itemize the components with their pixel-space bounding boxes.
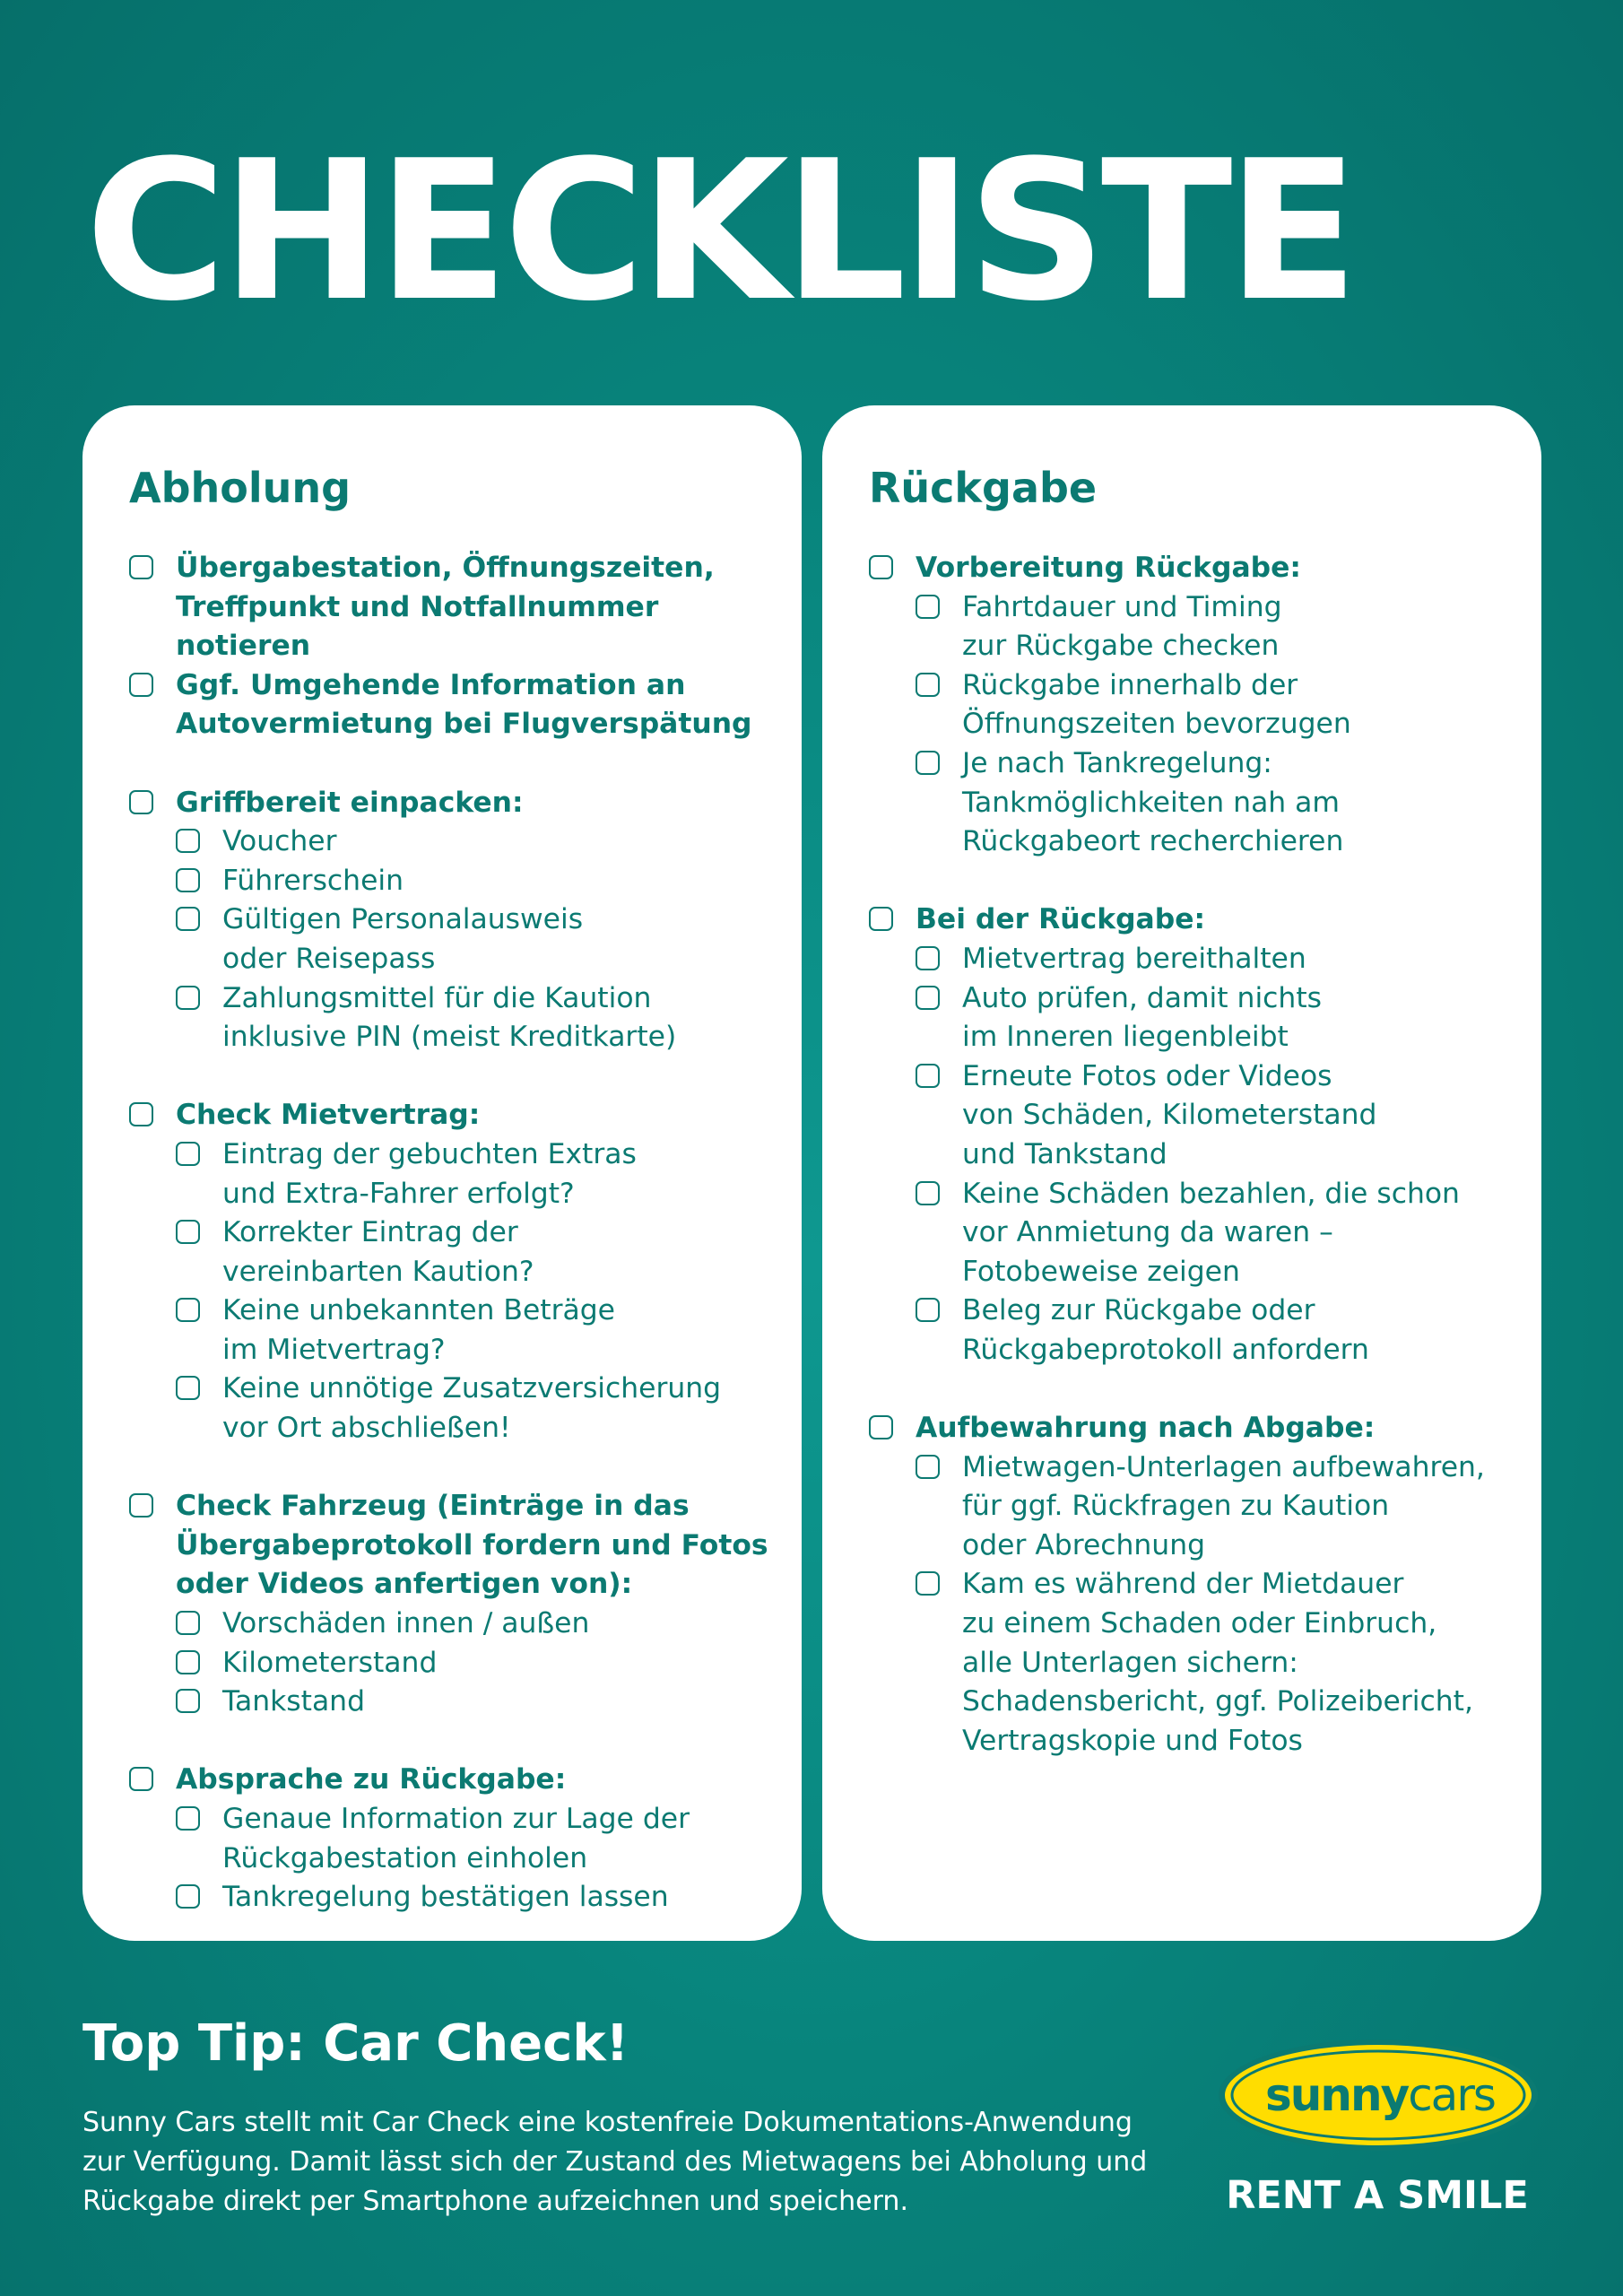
checklist-item-text: oder Reisepass [222,942,436,975]
checklist-subitem [176,1800,784,1878]
page-title: CHECKLISTE [85,118,1354,344]
checkbox[interactable] [916,751,940,775]
checklist-item-text: Vorbereitung Rückgabe: [916,552,1301,584]
checklist-subitem [916,588,1523,666]
checklist-subitem [176,1370,784,1448]
checkbox[interactable] [129,673,153,697]
checklist-item-text: im Mietvertrag? [222,1333,446,1366]
checklist-subitem [176,979,784,1057]
brand-tagline: RENT A SMILE [1226,2173,1529,2218]
checkbox[interactable] [916,1298,940,1322]
checklist-item-text: Rückgabestation einholen [222,1841,588,1874]
checkbox[interactable] [916,1571,940,1596]
checklist-item-text: Mietwagen-Unterlagen aufbewahren, [962,1450,1485,1483]
checkbox[interactable] [129,1767,153,1791]
tip-line: Sunny Cars stellt mit Car Check eine kostenfreie Dokumentations-Anwendung [82,2107,1133,2138]
checklist-item-text: Keine unnötige Zusatzversicherung [222,1372,722,1405]
checklist-item [129,784,784,823]
checkbox[interactable] [916,946,940,970]
checkbox[interactable] [176,1376,200,1400]
checklist-subitem [916,1175,1523,1292]
checklist-item-text: Eintrag der gebuchten Extras [222,1137,637,1170]
checkbox[interactable] [176,829,200,853]
checkbox[interactable] [176,1298,200,1322]
checklist-item-text: und Extra-Fahrer erfolgt? [222,1177,575,1210]
checklist-item-text: Übergabeprotokoll fordern und Fotos [176,1528,768,1561]
checklist-group [129,1487,784,1722]
checkbox[interactable] [916,673,940,697]
checklist-item-text: vereinbarten Kaution? [222,1255,534,1288]
checklist-item-text: Keine unbekannten Beträge [222,1294,615,1327]
checklist-item-text: Fotobeweise zeigen [962,1255,1240,1288]
rueckgabe-card [822,405,1541,1941]
checkbox[interactable] [129,1493,153,1518]
checklist-item-text: Beleg zur Rückgabe oder [962,1294,1315,1327]
checklist-subitem [916,940,1523,979]
checklist-item-text: Bei der Rückgabe: [916,903,1206,936]
checklist-group [129,784,784,1057]
checklist-item-text: Tankstand [222,1685,366,1718]
checkbox[interactable] [176,868,200,892]
abholung-checklist [129,549,784,1918]
checkbox[interactable] [176,1689,200,1713]
checklist-item-text: Griffbereit einpacken: [176,786,524,819]
checklist-item-text: Gültigen Personalausweis [222,903,584,936]
checklist-group [129,1761,784,1917]
checklist-item-text: von Schäden, Kilometerstand [962,1099,1377,1132]
checklist-item-text: Kilometerstand [222,1646,438,1679]
checklist-item [129,1096,784,1135]
checkbox[interactable] [869,907,893,931]
checklist-group [129,549,784,744]
checkbox[interactable] [176,1220,200,1244]
checklist-subitem [916,744,1523,862]
checkbox[interactable] [176,986,200,1010]
checklist-item-text: Tankregelung bestätigen lassen [222,1881,669,1914]
checklist-item-text: Tankmöglichkeiten nah am [962,786,1340,819]
checkbox[interactable] [176,907,200,931]
checklist-item-text: im Inneren liegenbleibt [962,1021,1289,1054]
checkbox[interactable] [129,790,153,814]
checklist-item-text: Ggf. Umgehende Information an [176,668,686,701]
checklist-item-text: inklusive PIN (meist Kreditkarte) [222,1021,677,1054]
checkbox[interactable] [176,1650,200,1674]
rueckgabe-heading: Rückgabe [869,464,1098,512]
checklist-item [869,1409,1523,1448]
checklist-item-text: Vorschäden innen / außen [222,1607,590,1640]
tip-text [82,2103,1159,2222]
abholung-heading: Abholung [129,464,352,512]
checklist-item-text: Autovermietung bei Flugverspätung [176,708,752,741]
checklist-item [129,666,784,744]
checklist-subitem [176,1135,784,1213]
checklist-item-text: Kam es während der Mietdauer [962,1568,1404,1601]
checklist-item-text: Check Mietvertrag: [176,1099,481,1132]
checkbox[interactable] [176,1142,200,1166]
checklist-item [869,900,1523,940]
checklist-item-text: Übergabestation, Öffnungszeiten, [176,552,715,584]
checklist-item-text: oder Abrechnung [962,1528,1206,1561]
checkbox[interactable] [129,555,153,579]
checklist-item-text: Treffpunkt und Notfallnummer notieren [176,590,659,663]
checklist-subitem [916,1565,1523,1761]
checkbox[interactable] [176,1611,200,1635]
checklist-item [129,1487,784,1605]
checklist-subitem [916,1448,1523,1566]
checklist-item-text: Auto prüfen, damit nichts [962,981,1322,1014]
checklist-item-text: Führerschein [222,864,404,897]
checklist-item-text: zur Rückgabe checken [962,630,1280,663]
checklist-item-text: Mietvertrag bereithalten [962,942,1306,975]
sunny-cars-logo [1215,2036,1541,2154]
checklist-item-text: vor Anmietung da waren – [962,1216,1333,1249]
checklist-subitem [916,1292,1523,1370]
checklist-item [129,1761,784,1800]
checklist-item-text: Genaue Information zur Lage der [222,1803,690,1835]
rueckgabe-checklist [869,549,1523,1761]
checklist-subitem [176,1213,784,1292]
checklist-group [869,549,1523,862]
checklist-subitem [176,822,784,862]
checklist-item-text: Korrekter Eintrag der [222,1216,518,1249]
checklist-subitem [176,862,784,901]
checklist-group [869,1409,1523,1761]
abholung-card [82,405,802,1941]
checklist-subitem [176,1644,784,1683]
checklist-subitem [176,900,784,978]
checklist-subitem [176,1605,784,1644]
tip-line: Rückgabe direkt per Smartphone aufzeichnen und speichern. [82,2186,908,2217]
checklist-item-text: zu einem Schaden oder Einbruch, [962,1607,1437,1640]
checkbox[interactable] [869,555,893,579]
checkbox[interactable] [916,595,940,619]
checkbox[interactable] [176,1884,200,1909]
checklist-item-text: vor Ort abschließen! [222,1412,511,1445]
tip-title: Top Tip: Car Check! [82,2014,629,2073]
checklist-item-text: Aufbewahrung nach Abgabe: [916,1412,1376,1445]
checklist-item-text: Öffnungszeiten bevorzugen [962,708,1351,741]
checkbox[interactable] [129,1102,153,1126]
checklist-item-text: Je nach Tankregelung: [962,746,1272,779]
checklist-subitem [916,1057,1523,1175]
checklist-subitem [916,666,1523,744]
checklist-item-text: Schadensbericht, ggf. Polizeibericht, [962,1685,1473,1718]
checklist-subitem [176,1878,784,1918]
checklist-subitem [176,1683,784,1722]
checklist-item-text: und Tankstand [962,1137,1167,1170]
checklist-item-text: Check Fahrzeug (Einträge in das [176,1490,690,1523]
checklist-item-text: Erneute Fotos oder Videos [962,1059,1332,1092]
checklist-item-text: alle Unterlagen sichern: [962,1646,1298,1679]
checklist-item-text: Rückgabeort recherchieren [962,825,1344,858]
checklist-subitem [176,1292,784,1370]
checklist-item-text: Vertragskopie und Fotos [962,1724,1303,1757]
checklist-item-text: Rückgabe innerhalb der [962,668,1298,701]
checklist-item [129,549,784,666]
checklist-item-text: Rückgabeprotokoll anfordern [962,1333,1369,1366]
checklist-group [129,1096,784,1448]
checklist-subitem [916,979,1523,1057]
checklist-item-text: oder Videos anfertigen von): [176,1568,633,1601]
checkbox[interactable] [176,1806,200,1831]
checklist-item-text: Absprache zu Rückgabe: [176,1763,567,1796]
checkbox[interactable] [916,1064,940,1088]
checklist-item [869,549,1523,588]
checkbox[interactable] [869,1415,893,1439]
checklist-item-text: Keine Schäden bezahlen, die schon [962,1177,1460,1210]
logo-word-sunny: sunny [1265,2069,1409,2121]
checklist-item-text: Zahlungsmittel für die Kaution [222,981,652,1014]
checklist-group [869,900,1523,1370]
checklist-item-text: Voucher [222,825,337,858]
checklist-item-text: für ggf. Rückfragen zu Kaution [962,1490,1390,1523]
checkbox[interactable] [916,1455,940,1479]
checkbox[interactable] [916,1181,940,1205]
logo-word-cars: cars [1408,2069,1495,2121]
checklist-item-text: Fahrtdauer und Timing [962,590,1282,623]
logo-wordmark [1265,2069,1495,2121]
checkbox[interactable] [916,986,940,1010]
tip-line: zur Verfügung. Damit lässt sich der Zustand des Mietwagens bei Abholung und [82,2146,1148,2178]
